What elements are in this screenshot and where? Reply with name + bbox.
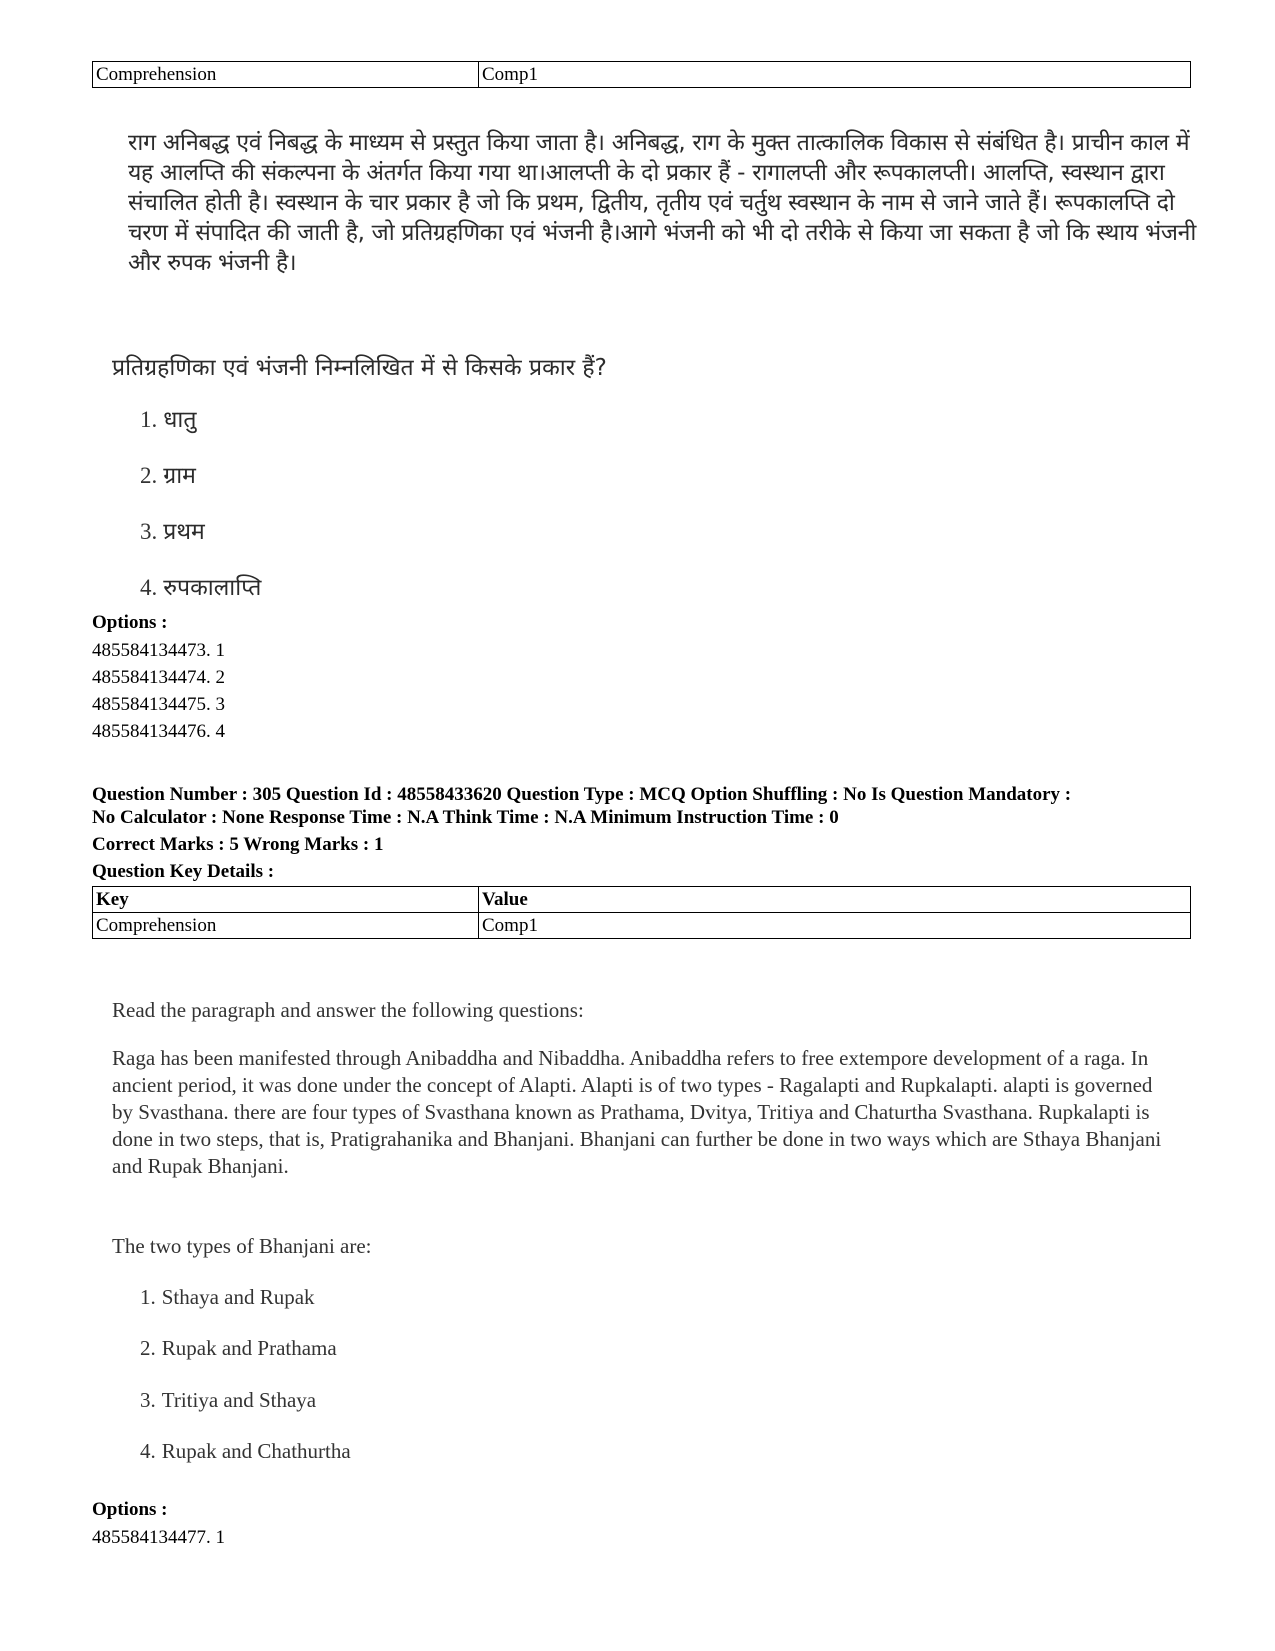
question-meta-line-1: Question Number : 305 Question Id : 48558433620 Question Type : MCQ Option Shuffling : No Is Question Mandatory : [92, 784, 1072, 805]
english-intro: Read the paragraph and answer the following questions: [112, 998, 584, 1022]
hindi-passage: राग अनिबद्ध एवं निबद्ध के माध्यम से प्रस्तुत किया जाता है। अनिबद्ध, राग के मुक्त तात्कालिक विकास से संबंधित है। प्राचीन काल में यह आलप्ति की संकल्पना के अंतर्गत किया गया था।आलप्ती के दो प्रकार हैं - रागालप्ती और रूपकालप्ती। आलप्ति, स्वस्थान द्वारा संचालित होती है। स्वस्थान के चार प्रकार है जो कि प्रथम, द्वितीय, तृतीय एवं चर्तुथ स्वस्थान के नाम से जाने जाते हैं। रूपकालप्ति दो चरण में संपादित की जाती है, जो प्रतिग्रहणिका एवं भंजनी है।आगे भंजनी को भी दो तरीके से किया जा सकता है जो कि स्थाय भंजनी और रुपक भंजनी है। [128, 130, 1197, 276]
options-label: Options : [92, 612, 168, 633]
table-header-row [93, 887, 1191, 913]
option-id: 485584134476. 4 [92, 721, 225, 742]
english-choice-2 [140, 1334, 337, 1362]
choice-text: ग्राम [163, 463, 196, 489]
question-key-table [92, 886, 1191, 939]
choice-number: 3. [140, 519, 158, 544]
english-choice-4 [140, 1437, 351, 1465]
choice-number: 1. [140, 1285, 156, 1309]
choice-text: प्रथम [163, 519, 205, 545]
option-id: 485584134474. 2 [92, 667, 225, 688]
choice-number: 2. [140, 463, 158, 488]
choice-text: Sthaya and Rupak [161, 1285, 315, 1309]
table-header-value: Value [479, 887, 1191, 913]
english-passage: Raga has been manifested through Anibaddha and Nibaddha. Anibaddha refers to free extempore development of a raga. In ancient period, it was done under the concept of Alapti. Alapti is of two types - Ragalapti and Rupkalapti. alapti is governed by Svasthana. there are four types of Svasthana known as Prathama, Dvitya, Tritiya and Chaturtha Svasthana. Rupkalapti is done in two steps, that is, Pratigrahanika and Bhanjani. Bhanjani can further be done in two ways which are Sthaya Bhanjani and Rupak Bhanjani. [112, 1046, 1162, 1178]
english-question: The two types of Bhanjani are: [112, 1234, 372, 1258]
option-id: 485584134475. 3 [92, 694, 225, 715]
english-choice-3 [140, 1386, 316, 1414]
question-meta-line-2: No Calculator : None Response Time : N.A Think Time : N.A Minimum Instruction Time : 0 [92, 807, 839, 828]
table-cell-key: Comprehension [93, 62, 479, 88]
table-cell-value: Comp1 [479, 913, 1191, 939]
hindi-question: प्रतिग्रहणिका एवं भंजनी निम्नलिखित में से किसके प्रकार हैं? [112, 355, 607, 381]
choice-text: Tritiya and Sthaya [161, 1388, 317, 1412]
question-key-details-label: Question Key Details : [92, 861, 275, 882]
choice-text: Rupak and Prathama [161, 1336, 337, 1360]
hindi-choice-3 [140, 517, 205, 547]
hindi-choice-1 [140, 405, 196, 435]
choice-number: 3. [140, 1388, 156, 1412]
english-choice-1 [140, 1283, 315, 1311]
question-marks: Correct Marks : 5 Wrong Marks : 1 [92, 834, 384, 855]
choice-number: 4. [140, 1439, 156, 1463]
options-label: Options : [92, 1499, 168, 1520]
choice-number: 4. [140, 575, 158, 600]
hindi-choice-2 [140, 461, 196, 491]
option-id: 485584134477. 1 [92, 1527, 225, 1548]
choice-text: धातु [163, 407, 197, 433]
table-row [93, 62, 1191, 88]
choice-text: रुपकालाप्ति [163, 575, 262, 601]
table-header-key: Key [93, 887, 479, 913]
choice-number: 2. [140, 1336, 156, 1360]
choice-text: Rupak and Chathurtha [161, 1439, 351, 1463]
top-key-table [92, 61, 1191, 88]
choice-number: 1. [140, 407, 158, 432]
table-cell-key: Comprehension [93, 913, 479, 939]
table-row [93, 913, 1191, 939]
hindi-choice-4 [140, 573, 261, 603]
option-id: 485584134473. 1 [92, 640, 225, 661]
table-cell-value: Comp1 [479, 62, 1191, 88]
